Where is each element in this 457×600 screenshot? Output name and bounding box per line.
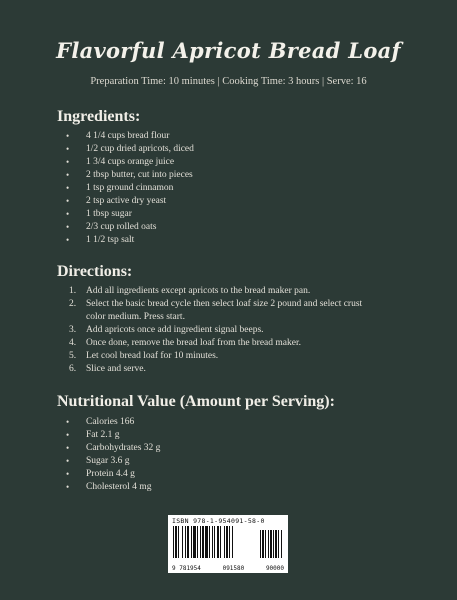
list-item-text: 1 1/2 tsp salt xyxy=(86,235,135,245)
list-item-text: 2 tbsp butter, cut into pieces xyxy=(86,170,193,180)
isbn-text: ISBN 978-1-954091-58-0 xyxy=(172,517,265,525)
list-item-text: Select the basic bread cycle then select loaf size 2 pound and select crust color medium. Press start. xyxy=(86,299,363,322)
barcode-addon: 90000 xyxy=(265,565,284,572)
list-number: 4. xyxy=(69,338,77,348)
list-item-text: Sugar 3.6 g xyxy=(86,456,130,466)
list-number: 5. xyxy=(69,351,77,361)
ingredients-list xyxy=(57,130,194,247)
recipe-title: Flavorful Apricot Bread Loaf xyxy=(56,38,401,63)
barcode-digits xyxy=(172,565,284,572)
barcode-bars xyxy=(172,526,284,564)
list-item xyxy=(57,143,194,156)
list-item-text: 1 tbsp sugar xyxy=(86,209,132,219)
barcode-digits-left: 9 781954 xyxy=(172,565,201,572)
list-item-text: 2/3 cup rolled oats xyxy=(86,222,157,232)
list-number: 3. xyxy=(69,325,77,335)
list-item-text: Let cool bread loaf for 10 minutes. xyxy=(86,351,219,361)
list-item-text: 4 1/4 cups bread flour xyxy=(86,131,170,141)
list-item-text: Add apricots once add ingredient signal beeps. xyxy=(86,325,264,335)
list-item-text: Carbohydrates 32 g xyxy=(86,443,161,453)
list-item xyxy=(57,195,194,208)
list-number: 6. xyxy=(69,364,77,374)
list-item-text: Add all ingredients except apricots to the bread maker pan. xyxy=(86,286,311,296)
isbn-barcode xyxy=(168,515,288,573)
list-item-text: Slice and serve. xyxy=(86,364,146,374)
list-item xyxy=(57,337,377,350)
list-number: 2. xyxy=(69,299,77,309)
ingredients-heading: Ingredients: xyxy=(57,108,141,125)
list-item xyxy=(57,455,160,468)
list-item xyxy=(57,208,194,221)
list-item xyxy=(57,442,160,455)
list-item xyxy=(57,285,377,298)
list-item xyxy=(57,324,377,337)
list-item-text: 1/2 cup dried apricots, diced xyxy=(86,144,194,154)
list-item xyxy=(57,481,160,494)
list-number: 1. xyxy=(69,286,77,296)
list-item xyxy=(57,156,194,169)
list-item-text: Cholesterol 4 mg xyxy=(86,482,152,492)
list-item xyxy=(57,350,377,363)
directions-heading: Directions: xyxy=(57,263,133,280)
list-item xyxy=(57,169,194,182)
list-item xyxy=(57,234,194,247)
nutrition-heading: Nutritional Value (Amount per Serving): xyxy=(57,393,335,410)
list-item xyxy=(57,468,160,481)
list-item-text: 1 tsp ground cinnamon xyxy=(86,183,174,193)
barcode-digits-right: 091580 xyxy=(222,565,245,572)
directions-list xyxy=(57,285,377,376)
list-item xyxy=(57,298,377,324)
list-item xyxy=(57,182,194,195)
list-item-text: Fat 2.1 g xyxy=(86,430,120,440)
list-item xyxy=(57,221,194,234)
list-item xyxy=(57,130,194,143)
list-item xyxy=(57,416,160,429)
list-item-text: 1 3/4 cups orange juice xyxy=(86,157,175,167)
list-item xyxy=(57,363,377,376)
list-item-text: Protein 4.4 g xyxy=(86,469,135,479)
recipe-meta: Preparation Time: 10 minutes | Cooking Time: 3 hours | Serve: 16 xyxy=(90,76,367,87)
nutrition-list xyxy=(57,416,160,494)
list-item-text: Calories 166 xyxy=(86,417,135,427)
list-item xyxy=(57,429,160,442)
list-item-text: Once done, remove the bread loaf from the bread maker. xyxy=(86,338,301,348)
list-item-text: 2 tsp active dry yeast xyxy=(86,196,167,206)
